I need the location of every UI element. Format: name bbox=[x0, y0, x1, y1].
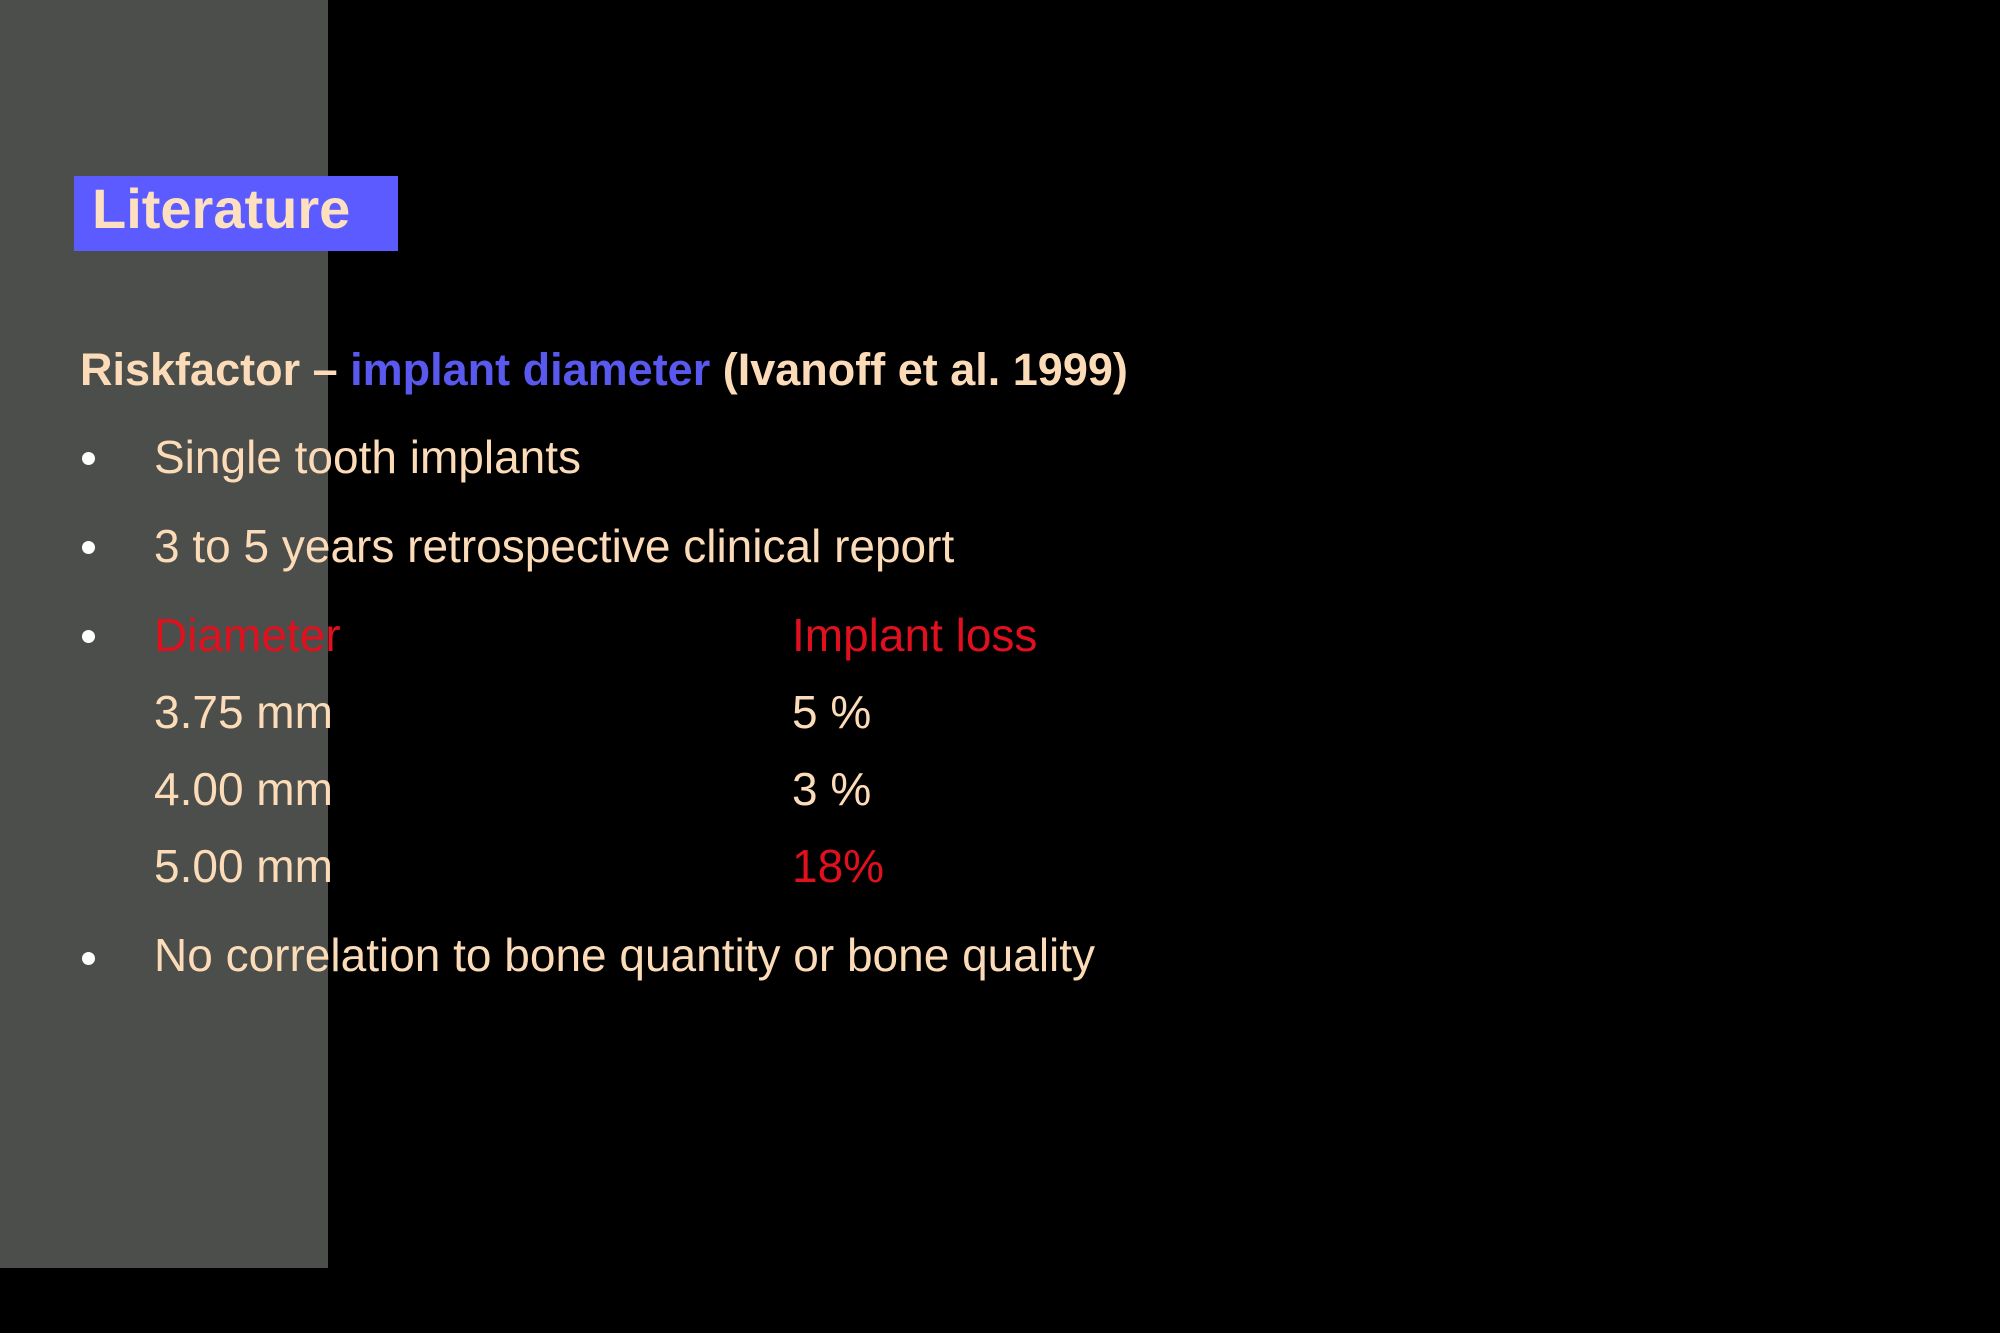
bullet-dot bbox=[82, 541, 95, 554]
table-cell-diameter: 4.00 mm bbox=[154, 763, 333, 815]
table-header-diameter: Diameter bbox=[154, 609, 341, 661]
slide-title: Literature bbox=[92, 177, 351, 240]
table-cell-diameter: 5.00 mm bbox=[154, 840, 333, 892]
table-cell-diameter: 3.75 mm bbox=[154, 686, 333, 738]
heading-topic: implant diameter bbox=[350, 344, 711, 395]
bullet-dot bbox=[82, 952, 95, 965]
bullet-dot bbox=[82, 452, 95, 465]
table-cell-implant-loss: 3 % bbox=[792, 763, 872, 815]
table-cell-implant-loss: 5 % bbox=[792, 686, 872, 738]
heading-riskfactor: Riskfactor – bbox=[80, 344, 351, 395]
bullet-text: 3 to 5 years retrospective clinical report bbox=[154, 520, 955, 572]
table-header-implant-loss: Implant loss bbox=[792, 609, 1038, 661]
slide-heading bbox=[80, 341, 1128, 399]
heading-citation: (Ivanoff et al. 1999) bbox=[710, 344, 1128, 395]
bullet-text-conclusion: No correlation to bone quantity or bone quality bbox=[154, 929, 1096, 981]
table-cell-implant-loss: 18% bbox=[792, 840, 885, 892]
bullet-text: Single tooth implants bbox=[154, 431, 582, 483]
bullet-dot bbox=[82, 630, 95, 643]
